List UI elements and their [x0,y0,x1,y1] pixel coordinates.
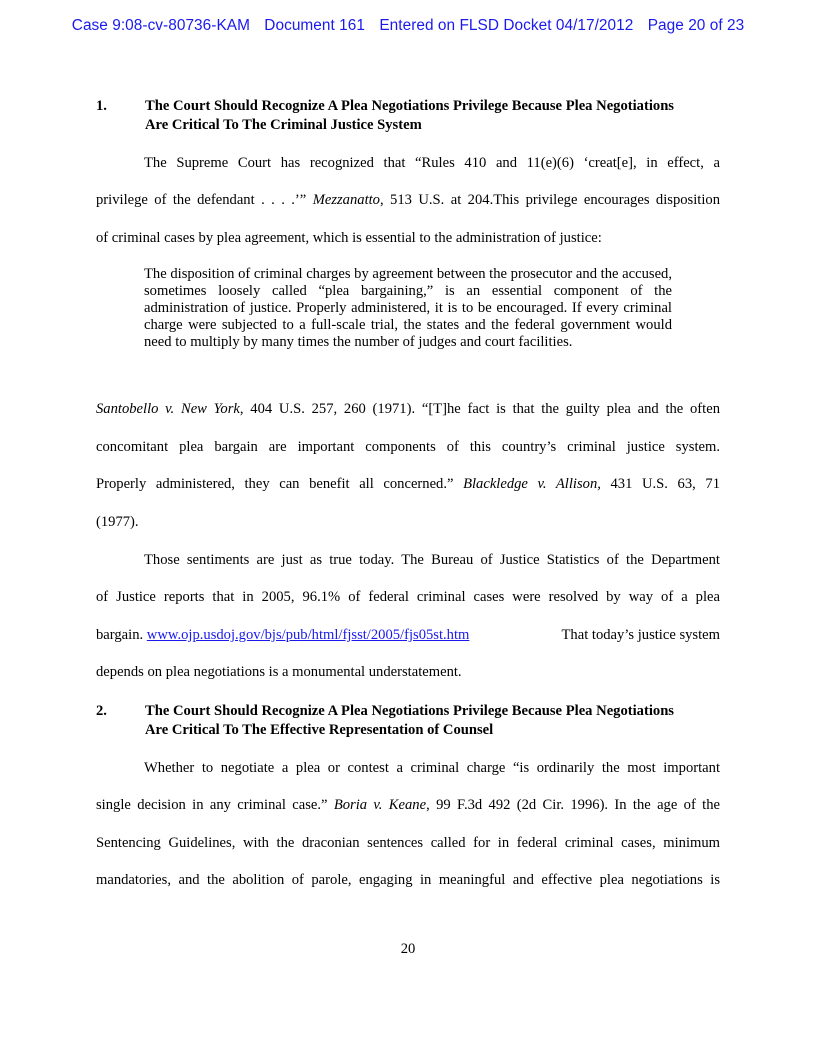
para-1-line-2: privilege of the defendant . . . .’” Mezzanatto, 513 U.S. at 204.This privilege encourages disposition [96,192,720,208]
section-1-title: The Court Should Recognize A Plea Negotiations Privilege Because Plea Negotiations Are Critical To The Criminal Justice System [145,98,674,133]
para-4-line-4: mandatories, and the abolition of parole, engaging in meaningful and effective plea negotiations is [96,872,720,888]
para-1-line-1: The Supreme Court has recognized that “Rules 410 and 11(e)(6) ‘creat[e], in effect, a [144,155,720,171]
para-4-line-2: single decision in any criminal case.” Boria v. Keane, 99 F.3d 492 (2d Cir. 1996). In the age of the [96,797,720,813]
para-2-line-4: (1977). [96,514,139,530]
para-3-line-1: Those sentiments are just as true today. The Bureau of Justice Statistics of the Department [144,552,720,568]
section-1-number: 1. [96,98,107,114]
section-1-heading [96,97,674,135]
para-4-line-3: Sentencing Guidelines, with the draconian sentences called for in federal criminal cases, minimum [96,835,720,851]
page-of-total: Page 20 of 23 [647,17,745,34]
section-2-title: The Court Should Recognize A Plea Negotiations Privilege Because Plea Negotiations Are Critical To The Effective Representation of Counsel [145,703,674,738]
para-2-line-3: Properly administered, they can benefit all concerned.” Blackledge v. Allison, 431 U.S. 63, 71 [96,476,720,492]
page-number: 20 [400,941,416,957]
case-cite-boria: Boria v. Keane [333,797,427,813]
block-quote: The disposition of criminal charges by agreement between the prosecutor and the accused, sometimes loosely called “plea bargaining,” is an essential component of the administration of justice. Properly administered, it is to be encouraged. If every criminal charge were subjected to a full-scale trial, the states and the federal government would need to multiply by many times the number of judges and court facilities. [144,266,672,351]
section-2-number: 2. [96,703,107,719]
para-4-line-1: Whether to negotiate a plea or contest a criminal charge “is ordinarily the most important [144,760,720,776]
case-cite-blackledge: Blackledge v. Allison, [463,476,601,492]
para-3-line-4: depends on plea negotiations is a monumental understatement. [96,664,462,680]
para-2-line-1: Santobello v. New York, 404 U.S. 257, 260 (1971). “[T]he fact is that the guilty plea and the often [96,401,720,417]
bjs-statistics-link[interactable]: www.ojp.usdoj.gov/bjs/pub/html/fjsst/2005/fjs05st.htm [146,627,470,643]
para-3-line-2: of Justice reports that in 2005, 96.1% of federal criminal cases were resolved by way of a plea [96,589,720,605]
case-cite-mezzanatto: Mezzanatto [312,192,380,208]
document-number: Document 161 [264,17,365,34]
docket-entry: Entered on FLSD Docket 04/17/2012 [379,17,634,34]
section-2-heading [96,702,674,740]
docket-header [0,17,816,35]
para-3-line-3: bargain. www.ojp.usdoj.gov/bjs/pub/html/fjsst/2005/fjs05st.htm That today’s justice system [96,627,720,643]
para-1-line-3: of criminal cases by plea agreement, which is essential to the administration of justice: [96,230,602,246]
case-number: Case 9:08-cv-80736-KAM [71,17,250,34]
para-2-line-2: concomitant plea bargain are important components of this country’s criminal justice system. [96,439,720,455]
case-cite-santobello: Santobello v. New York [96,401,240,417]
